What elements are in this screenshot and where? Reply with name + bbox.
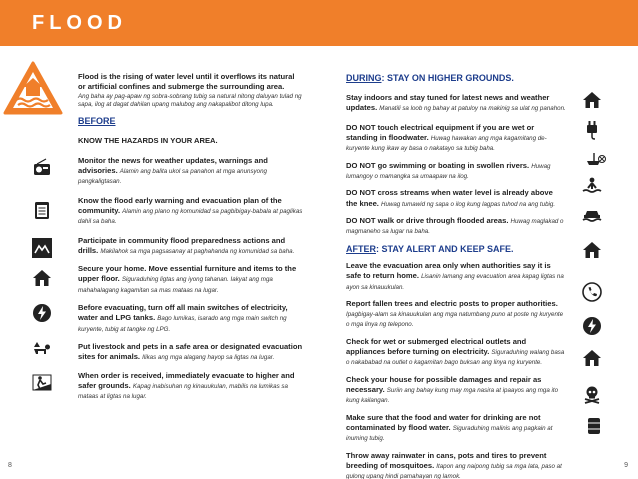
list-item: Make sure that the food and water for drinking are not contaminated by flood water. Siguraduhing malinis ang pagkain at inuming tubig. — [346, 412, 553, 443]
livestock-icon — [32, 338, 52, 358]
left-column — [78, 72, 304, 410]
list-item: DO NOT cross streams when water level is already above the knee. Huwag tumawid ng sapa o ilog kung lagpas tuhod na ang tubig. — [346, 188, 556, 208]
page-header — [0, 0, 638, 46]
list-item: Throw away rainwater in cans, pots and tires to prevent breeding of mosquitoes. Itapon ang naipong tubig sa mga lata, paso at gulong upang hindi pamahayan ng lamok. — [346, 450, 562, 479]
phone-icon — [582, 282, 602, 302]
list-item: Participate in community flood preparedness actions and drills. Makilahok sa mga pagsasanay at paghahanda ng komunidad sa baha. — [78, 235, 295, 255]
know-hazards: KNOW THE HAZARDS IN YOUR AREA. — [78, 136, 218, 146]
list-item: Secure your home. Move essential furniture and items to the upper floor. Siguraduhing ligtas ang iyong tahanan. Iakyat ang mga mahahalagang kagamitan sa mas mataas na lugar. — [78, 264, 297, 294]
page-title: FLOOD — [32, 12, 127, 34]
list-item: DO NOT walk or drive through flooded areas. Huwag maglakad o magmaneho sa lugar na baha. — [346, 216, 564, 236]
after-heading: AFTER: STAY ALERT AND KEEP SAFE. — [346, 243, 514, 254]
home-return-icon — [582, 240, 602, 260]
intro-bold: Flood is the rising of water level until it overflows its natural or artificial confines and submerge the surrounding area. — [78, 72, 295, 92]
flood-warning-icon — [2, 60, 64, 116]
house-repair-icon — [582, 348, 602, 368]
page-number-left: 8 — [8, 462, 12, 469]
list-item: DO NOT go swimming or boating in swollen rivers. Huwag lumangoy o mamangka sa umaapaw na ilog. — [346, 160, 551, 181]
list-item: Check your house for possible damages and repair as necessary. Suriin ang bahay kung may mga nasira at ipaayos ang mga ito kung kailangan. — [346, 374, 559, 405]
list-item: Before evacuating, turn off all main switches of electricity, water and LPG tanks. Bago lumikas, isarado ang mga main switch ng kuryente, tubig at tangke ng LPG. — [78, 303, 288, 333]
intro-block — [78, 72, 304, 109]
house-icon — [582, 90, 602, 110]
list-item: Leave the evacuation area only when authorities say it is safe to return home. Lisanin lamang ang evacuation area kapag ligtas na ayon sa kinauukulan. — [346, 260, 564, 291]
list-item: Stay indoors and stay tuned for latest news and weather updates. Manatili sa loob ng bahay at patuloy na makinig sa ulat ng panahon. — [346, 93, 566, 113]
helping-hands-icon — [32, 238, 52, 258]
poison-skull-icon — [582, 384, 602, 404]
page-number-right: 9 — [624, 462, 628, 469]
right-column — [346, 72, 566, 479]
wading-icon — [582, 176, 602, 196]
flooded-car-icon — [582, 204, 602, 224]
list-item: When order is received, immediately evacuate to higher and safer grounds. Kapag inabisuhan ng kinauukulan, mabilis na lumikas sa mataas at ligtas na lugar. — [78, 370, 295, 401]
list-item: Put livestock and pets in a safe area or designated evacuation sites for animals. Ilikas ang mga alagang hayop sa ligtas na lugar. — [78, 342, 303, 362]
before-heading: BEFORE — [78, 116, 116, 127]
list-item: Know the flood early warning and evacuation plan of the community. Alamin ang plano ng komunidad sa pagbibigay-babala at paglikas dahil sa baha. — [78, 195, 303, 226]
list-item: DO NOT touch electrical equipment if you are wet or standing in floodwater. Huwag hawakan ang mga kagamitang de-kuryente kung ikaw ay basa o nakatayo sa tubig baha. — [346, 122, 547, 153]
no-boating-icon — [586, 150, 606, 170]
electricity-icon — [32, 303, 52, 323]
plug-icon — [582, 120, 602, 140]
radio-icon — [32, 158, 52, 178]
barrel-icon — [584, 416, 604, 436]
list-item: Check for wet or submerged electrical outlets and appliances before turning on electricity. Siguraduhing walang basa o nakababad na outlet o kagamitan bago buksan ang linya ng kuryente. — [346, 336, 565, 367]
list-item: Monitor the news for weather updates, warnings and advisories. Alamin ang balita ukol sa panahon at mga anunsyong pangkaligtasan. — [78, 155, 268, 186]
during-heading: DURING: STAY ON HIGHER GROUNDS. — [346, 73, 514, 83]
house-icon — [32, 268, 52, 288]
electricity-icon — [582, 316, 602, 336]
clipboard-icon — [32, 200, 52, 220]
intro-italic: Ang baha ay pag-apaw ng sobra-sobrang tubig sa natural nitong daluyan tulad ng sapa, ilog at dagat dahilan upang malubog ang nakapalibot ditong lupa. — [78, 92, 302, 108]
evacuate-icon — [32, 372, 52, 392]
list-item: Report fallen trees and electric posts to proper authorities. Ipagbigay-alam sa kinauukulan ang mga natumbang puno at poste ng kuryente o mga linya ng telepono. — [346, 298, 564, 329]
